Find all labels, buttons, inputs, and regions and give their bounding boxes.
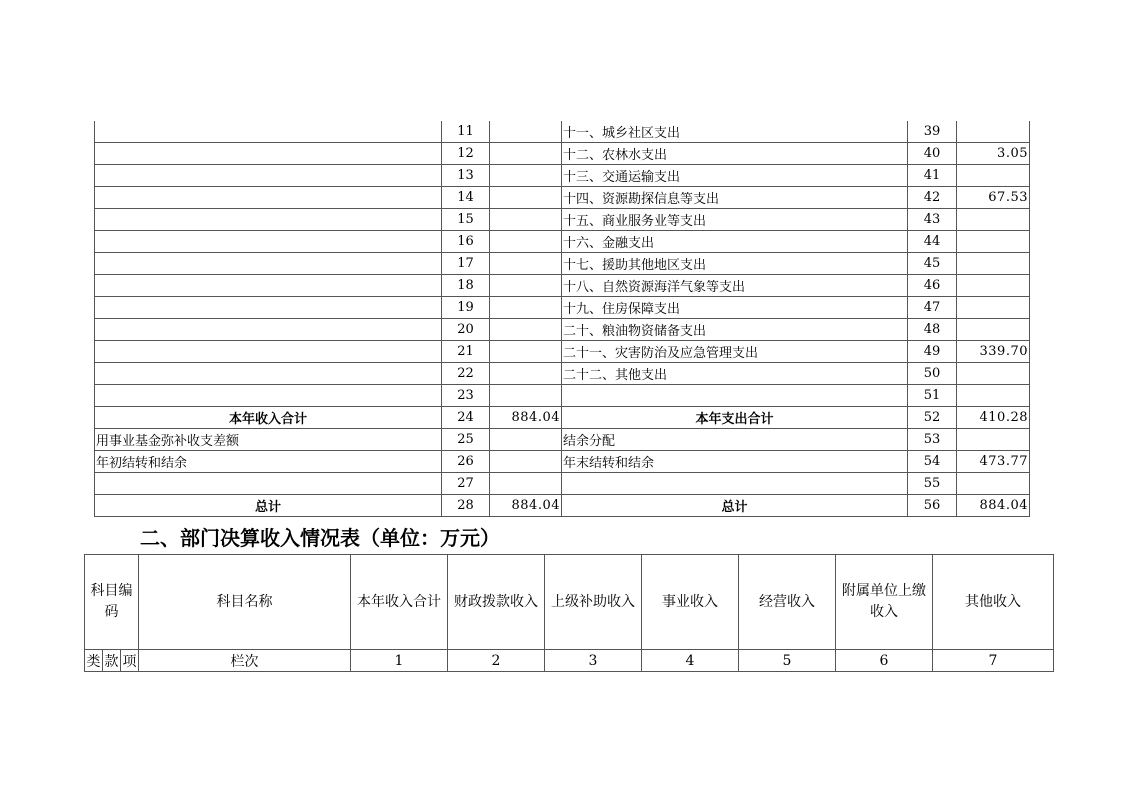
expense-line-number: 44 bbox=[908, 231, 957, 253]
table-row bbox=[95, 341, 1030, 363]
table-row bbox=[95, 451, 1030, 473]
expense-item-cell: 二十、粮油物资储备支出 bbox=[562, 319, 908, 341]
income-amount bbox=[490, 473, 562, 495]
expense-line-number: 42 bbox=[908, 187, 957, 209]
income-amount bbox=[490, 231, 562, 253]
table-row bbox=[95, 121, 1030, 143]
expense-item-cell bbox=[562, 473, 908, 495]
expense-item-cell: 十三、交通运输支出 bbox=[562, 165, 908, 187]
income-amount bbox=[490, 429, 562, 451]
expense-item-cell bbox=[562, 385, 908, 407]
expense-amount: 3.05 bbox=[957, 143, 1030, 165]
table-row bbox=[95, 429, 1030, 451]
income-item-cell bbox=[95, 319, 442, 341]
column-number: 5 bbox=[739, 650, 836, 672]
income-item-cell bbox=[95, 253, 442, 275]
table-row bbox=[95, 165, 1030, 187]
income-item-cell bbox=[95, 297, 442, 319]
expense-line-number: 47 bbox=[908, 297, 957, 319]
expense-amount: 410.28 bbox=[957, 407, 1030, 429]
column-number: 2 bbox=[448, 650, 545, 672]
income-line-number: 17 bbox=[442, 253, 490, 275]
header-operating-income: 经营收入 bbox=[739, 555, 836, 650]
income-item-cell bbox=[95, 121, 442, 143]
table-row bbox=[95, 363, 1030, 385]
expense-item-cell: 十八、自然资源海洋气象等支出 bbox=[562, 275, 908, 297]
table-row bbox=[95, 297, 1030, 319]
expense-line-number: 52 bbox=[908, 407, 957, 429]
expense-amount: 339.70 bbox=[957, 341, 1030, 363]
expense-item-cell: 十四、资源勘探信息等支出 bbox=[562, 187, 908, 209]
income-item-cell bbox=[95, 143, 442, 165]
expense-line-number: 49 bbox=[908, 341, 957, 363]
table-row bbox=[95, 495, 1030, 517]
header-subject-code: 科目编码 bbox=[85, 555, 139, 650]
expense-item-cell: 十六、金融支出 bbox=[562, 231, 908, 253]
column-number: 6 bbox=[836, 650, 933, 672]
sub-lei: 类 bbox=[85, 650, 103, 672]
expense-amount: 884.04 bbox=[957, 495, 1030, 517]
table-row bbox=[95, 253, 1030, 275]
income-line-number: 21 bbox=[442, 341, 490, 363]
income-item-cell: 总计 bbox=[95, 495, 442, 517]
income-item-cell bbox=[95, 231, 442, 253]
expense-amount bbox=[957, 253, 1030, 275]
table-row bbox=[95, 319, 1030, 341]
expense-item-cell: 本年支出合计 bbox=[562, 407, 908, 429]
income-line-number: 14 bbox=[442, 187, 490, 209]
income-line-number: 26 bbox=[442, 451, 490, 473]
income-amount: 884.04 bbox=[490, 407, 562, 429]
expense-line-number: 45 bbox=[908, 253, 957, 275]
table-row bbox=[95, 143, 1030, 165]
income-line-number: 20 bbox=[442, 319, 490, 341]
sub-xiang: 项 bbox=[121, 650, 139, 672]
column-number: 3 bbox=[545, 650, 642, 672]
expense-item-cell: 十五、商业服务业等支出 bbox=[562, 209, 908, 231]
income-expense-table bbox=[94, 121, 1030, 517]
table-row bbox=[95, 473, 1030, 495]
table-row bbox=[95, 231, 1030, 253]
expense-amount bbox=[957, 363, 1030, 385]
expense-amount bbox=[957, 297, 1030, 319]
income-line-number: 19 bbox=[442, 297, 490, 319]
income-line-number: 28 bbox=[442, 495, 490, 517]
income-item-cell bbox=[95, 187, 442, 209]
expense-item-cell: 年末结转和结余 bbox=[562, 451, 908, 473]
expense-amount bbox=[957, 165, 1030, 187]
income-line-number: 13 bbox=[442, 165, 490, 187]
income-amount bbox=[490, 275, 562, 297]
expense-item-cell: 十七、援助其他地区支出 bbox=[562, 253, 908, 275]
sub-kuan: 款 bbox=[103, 650, 121, 672]
income-amount bbox=[490, 253, 562, 275]
expense-line-number: 39 bbox=[908, 121, 957, 143]
income-amount bbox=[490, 341, 562, 363]
expense-item-cell: 十一、城乡社区支出 bbox=[562, 121, 908, 143]
header-superior-subsidy: 上级补助收入 bbox=[545, 555, 642, 650]
column-number: 4 bbox=[642, 650, 739, 672]
expense-item-cell: 十二、农林水支出 bbox=[562, 143, 908, 165]
expense-line-number: 56 bbox=[908, 495, 957, 517]
column-number: 1 bbox=[351, 650, 448, 672]
expense-item-cell: 结余分配 bbox=[562, 429, 908, 451]
expense-amount bbox=[957, 231, 1030, 253]
income-line-number: 12 bbox=[442, 143, 490, 165]
income-line-number: 18 bbox=[442, 275, 490, 297]
header-total-income: 本年收入合计 bbox=[351, 555, 448, 650]
income-item-cell: 用事业基金弥补收支差额 bbox=[95, 429, 442, 451]
expense-amount: 473.77 bbox=[957, 451, 1030, 473]
income-line-number: 22 bbox=[442, 363, 490, 385]
expense-line-number: 40 bbox=[908, 143, 957, 165]
expense-amount bbox=[957, 121, 1030, 143]
income-amount bbox=[490, 121, 562, 143]
table2-header-row bbox=[85, 555, 1054, 650]
expense-item-cell: 二十一、灾害防治及应急管理支出 bbox=[562, 341, 908, 363]
header-other-income: 其他收入 bbox=[933, 555, 1054, 650]
income-amount bbox=[490, 209, 562, 231]
income-item-cell bbox=[95, 165, 442, 187]
income-amount bbox=[490, 451, 562, 473]
header-subject-name: 科目名称 bbox=[139, 555, 351, 650]
income-item-cell bbox=[95, 363, 442, 385]
income-line-number: 11 bbox=[442, 121, 490, 143]
table-row bbox=[95, 209, 1030, 231]
expense-item-cell: 十九、住房保障支出 bbox=[562, 297, 908, 319]
department-income-table bbox=[84, 554, 1054, 672]
income-item-cell: 年初结转和结余 bbox=[95, 451, 442, 473]
expense-line-number: 50 bbox=[908, 363, 957, 385]
section-title: 二、部门决算收入情况表（单位：万元） bbox=[140, 526, 500, 550]
expense-line-number: 54 bbox=[908, 451, 957, 473]
expense-item-cell: 总计 bbox=[562, 495, 908, 517]
income-item-cell bbox=[95, 473, 442, 495]
table-row bbox=[95, 187, 1030, 209]
expense-amount bbox=[957, 473, 1030, 495]
income-amount bbox=[490, 385, 562, 407]
income-line-number: 16 bbox=[442, 231, 490, 253]
income-line-number: 25 bbox=[442, 429, 490, 451]
income-line-number: 24 bbox=[442, 407, 490, 429]
expense-amount bbox=[957, 209, 1030, 231]
income-item-cell bbox=[95, 275, 442, 297]
expense-line-number: 55 bbox=[908, 473, 957, 495]
expense-item-cell: 二十二、其他支出 bbox=[562, 363, 908, 385]
expense-line-number: 43 bbox=[908, 209, 957, 231]
expense-amount bbox=[957, 319, 1030, 341]
income-line-number: 27 bbox=[442, 473, 490, 495]
table-row bbox=[95, 407, 1030, 429]
income-amount bbox=[490, 319, 562, 341]
expense-amount bbox=[957, 275, 1030, 297]
income-line-number: 23 bbox=[442, 385, 490, 407]
table2-column-number-row bbox=[85, 650, 1054, 672]
income-line-number: 15 bbox=[442, 209, 490, 231]
column-number: 7 bbox=[933, 650, 1054, 672]
income-amount bbox=[490, 143, 562, 165]
expense-line-number: 48 bbox=[908, 319, 957, 341]
expense-amount bbox=[957, 385, 1030, 407]
income-item-cell bbox=[95, 385, 442, 407]
table-row bbox=[95, 275, 1030, 297]
income-item-cell bbox=[95, 341, 442, 363]
expense-amount bbox=[957, 429, 1030, 451]
expense-amount: 67.53 bbox=[957, 187, 1030, 209]
sub-column-label: 栏次 bbox=[139, 650, 351, 672]
header-business-income: 事业收入 bbox=[642, 555, 739, 650]
income-amount bbox=[490, 297, 562, 319]
table-row bbox=[95, 385, 1030, 407]
income-amount bbox=[490, 165, 562, 187]
expense-line-number: 46 bbox=[908, 275, 957, 297]
expense-line-number: 41 bbox=[908, 165, 957, 187]
expense-line-number: 51 bbox=[908, 385, 957, 407]
expense-line-number: 53 bbox=[908, 429, 957, 451]
income-amount: 884.04 bbox=[490, 495, 562, 517]
header-fiscal-appropriation: 财政拨款收入 bbox=[448, 555, 545, 650]
income-amount bbox=[490, 363, 562, 385]
header-affiliated-remittance: 附属单位上缴收入 bbox=[836, 555, 933, 650]
income-item-cell bbox=[95, 209, 442, 231]
income-amount bbox=[490, 187, 562, 209]
income-item-cell: 本年收入合计 bbox=[95, 407, 442, 429]
